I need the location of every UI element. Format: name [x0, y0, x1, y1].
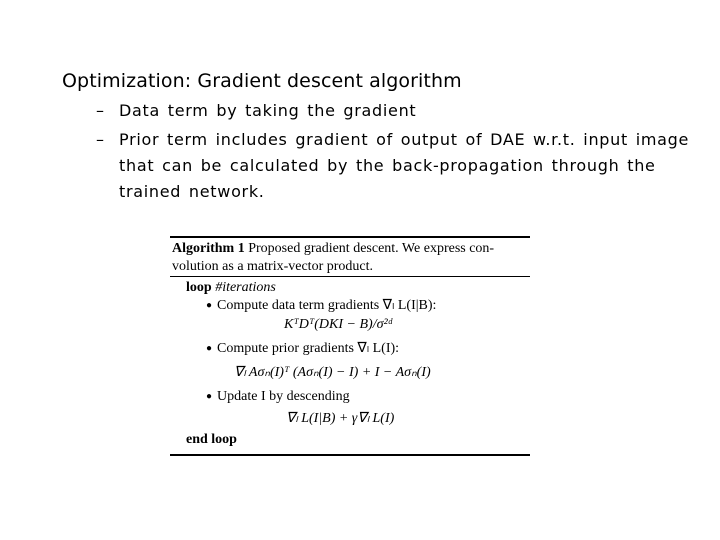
equation-update: ∇ₗ L(I|B) + γ∇ₗ L(I) — [286, 411, 395, 426]
step-data-gradient — [206, 297, 436, 315]
bullet-dash: – — [96, 130, 105, 149]
bullet-dash: – — [96, 101, 105, 120]
step-text: Compute data term gradients ∇ₗ L(I|B): — [217, 298, 437, 313]
loop-comment: #iterations — [215, 280, 276, 295]
slide-heading: Optimization: Gradient descent algorithm — [62, 70, 462, 92]
loop-keyword: loop — [186, 280, 212, 295]
bullet-text-line-1: Prior term includes gradient of output of DAE w.r.t. input image — [119, 130, 690, 149]
bullet-text: Data term by taking the gradient — [119, 101, 417, 120]
step-text: Compute prior gradients ∇ₗ L(I): — [217, 341, 400, 356]
bullet-dot-icon: ● — [206, 391, 213, 402]
bullet-dot-icon: ● — [206, 343, 213, 354]
algorithm-caption-text: Proposed gradient descent. We express con- — [248, 241, 495, 256]
step-text: Update I by descending — [217, 389, 350, 404]
top-rule — [170, 236, 530, 238]
step-update — [206, 388, 350, 406]
bullet-dot-icon: ● — [206, 300, 213, 311]
mid-rule — [170, 276, 530, 277]
algorithm-caption-text-2: volution as a matrix-vector product. — [172, 259, 373, 274]
end-loop: end loop — [186, 432, 237, 447]
loop-line — [186, 279, 276, 297]
bullet-text-line-3: trained network. — [119, 182, 265, 201]
step-prior-gradient — [206, 340, 399, 358]
algorithm-label: Algorithm 1 — [172, 241, 245, 256]
equation-data-gradient: KᵀDᵀ(DKI − B)/σ²ᵈ — [284, 317, 393, 332]
bullet-text-line-2: that can be calculated by the back-propagation through the — [119, 156, 656, 175]
algorithm-box — [170, 236, 530, 458]
bottom-rule — [170, 454, 530, 456]
equation-prior-gradient: ∇ₗ Aσₙ(I)ᵀ (Aσₙ(I) − I) + I − Aσₙ(I) — [234, 365, 431, 380]
algorithm-caption — [172, 240, 530, 276]
